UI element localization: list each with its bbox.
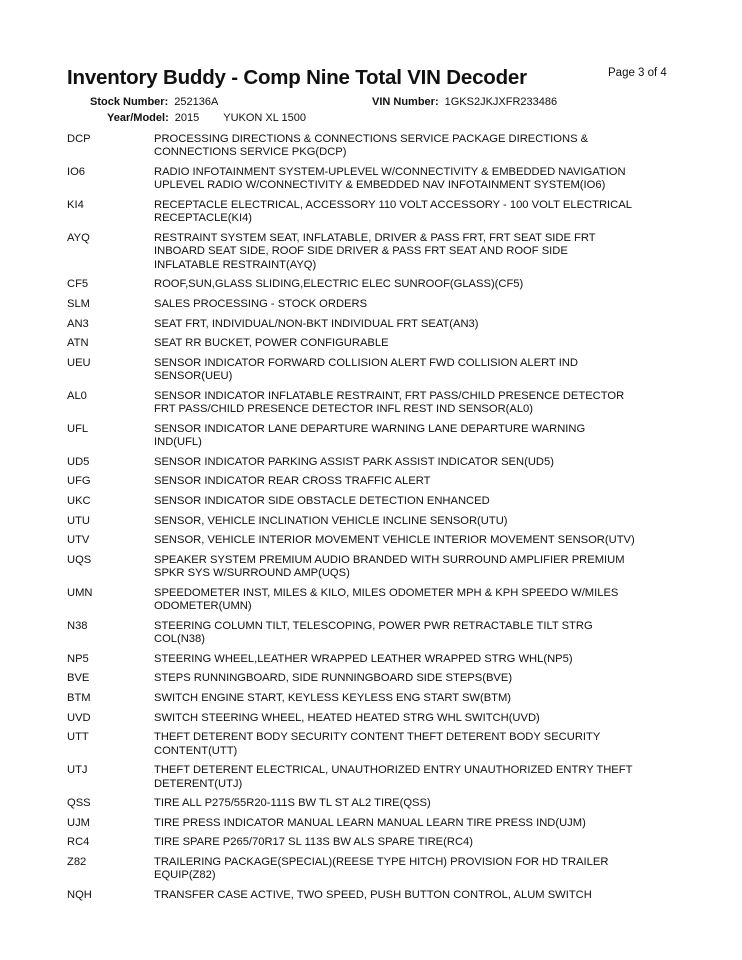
option-code: N38 (67, 619, 88, 632)
option-description: THEFT DETERENT BODY SECURITY CONTENT THEFT DETERENT BODY SECURITY CONTENT(UTT) (154, 731, 601, 757)
option-code: UJM (67, 816, 90, 829)
option-row (67, 554, 687, 581)
option-code: UMN (67, 586, 93, 599)
option-row (67, 133, 687, 160)
option-row (67, 298, 687, 311)
option-row (67, 357, 687, 384)
option-description: SENSOR INDICATOR PARKING ASSIST PARK ASSIST INDICATOR SEN(UD5) (154, 455, 554, 468)
option-code: BTM (67, 691, 91, 704)
vin-value: 1GKS2JKJXFR233486 (444, 96, 558, 108)
option-description: STEPS RUNNINGBOARD, SIDE RUNNINGBOARD SIDE STEPS(BVE) (154, 672, 513, 685)
option-description: SENSOR, VEHICLE INCLINATION VEHICLE INCLINE SENSOR(UTU) (154, 514, 508, 527)
option-description: SPEAKER SYSTEM PREMIUM AUDIO BRANDED WITH SURROUND AMPLIFIER PREMIUM SPKR SYS W/SURROUND AMP(UQS) (154, 553, 625, 580)
option-row (67, 515, 687, 528)
option-description: SEAT FRT, INDIVIDUAL/NON-BKT INDIVIDUAL FRT SEAT(AN3) (154, 317, 479, 330)
option-row (67, 390, 687, 417)
option-code: UTV (67, 534, 90, 547)
document-title: Inventory Buddy - Comp Nine Total VIN Decoder (67, 66, 527, 89)
year-model-label: Year/Model: (107, 112, 169, 124)
option-description: TIRE PRESS INDICATOR MANUAL LEARN MANUAL LEARN TIRE PRESS IND(UJM) (154, 816, 586, 829)
option-code: NP5 (67, 652, 89, 665)
option-description: STEERING COLUMN TILT, TELESCOPING, POWER PWR RETRACTABLE TILT STRG COL(N38) (154, 619, 593, 646)
option-description: SENSOR INDICATOR FORWARD COLLISION ALERT FWD COLLISION ALERT IND SENSOR(UEU) (154, 356, 578, 383)
option-row (67, 672, 687, 685)
option-row (67, 817, 687, 830)
option-code: UFL (67, 422, 89, 435)
option-description: TIRE ALL P275/55R20-111S BW TL ST AL2 TIRE(QSS) (154, 797, 431, 810)
option-code: RC4 (67, 836, 90, 849)
option-description: SEAT RR BUCKET, POWER CONFIGURABLE (154, 337, 389, 350)
option-description: SWITCH ENGINE START, KEYLESS KEYLESS ENG START SW(BTM) (154, 691, 512, 704)
option-description: STEERING WHEEL,LEATHER WRAPPED LEATHER WRAPPED STRG WHL(NP5) (154, 652, 573, 665)
option-description: RADIO INFOTAINMENT SYSTEM-UPLEVEL W/CONNECTIVITY & EMBEDDED NAVIGATION UPLEVEL RADIO W/CONNECTIVITY & EMBEDDED NAV INFOTAINMENT SYSTEM(IO6) (154, 166, 626, 192)
option-row (67, 731, 687, 758)
option-row (67, 318, 687, 331)
option-description: SALES PROCESSING - STOCK ORDERS (154, 298, 368, 310)
option-row (67, 836, 687, 849)
option-description: SPEEDOMETER INST, MILES & KILO, MILES ODOMETER MPH & KPH SPEEDO W/MILES ODOMETER(UMN) (154, 586, 619, 613)
option-code: UKC (67, 494, 91, 507)
stock-number-label: Stock Number: (90, 96, 169, 108)
year-value: 2015 (174, 112, 200, 124)
option-row (67, 337, 687, 350)
option-description: SENSOR INDICATOR REAR CROSS TRAFFIC ALERT (154, 475, 431, 488)
vin-line (372, 96, 557, 108)
option-description: ROOF,SUN,GLASS SLIDING,ELECTRIC ELEC SUNROOF(GLASS)(CF5) (154, 278, 524, 291)
option-row (67, 278, 687, 291)
option-code: BVE (67, 672, 90, 685)
option-row (67, 456, 687, 469)
option-row (67, 423, 687, 450)
option-description: RESTRAINT SYSTEM SEAT, INFLATABLE, DRIVER & PASS FRT, FRT SEAT SIDE FRT INBOARD SEAT SIDE, ROOF SIDE DRIVER & PASS FRT SEAT AND ROOF SIDE INFLATABLE RESTRAINT(AYQ) (154, 232, 596, 271)
option-code: NQH (67, 888, 92, 901)
option-description: TRANSFER CASE ACTIVE, TWO SPEED, PUSH BUTTON CONTROL, ALUM SWITCH (154, 888, 592, 901)
option-code: UD5 (67, 455, 90, 468)
option-description: THEFT DETERENT ELECTRICAL, UNAUTHORIZED ENTRY UNAUTHORIZED ENTRY THEFT DETERENT(UTJ) (154, 764, 633, 790)
option-code: AYQ (67, 232, 90, 244)
option-description: SENSOR INDICATOR LANE DEPARTURE WARNING LANE DEPARTURE WARNING IND(UFL) (154, 422, 586, 449)
option-code: SLM (67, 298, 91, 310)
option-code: IO6 (67, 166, 86, 178)
option-row (67, 534, 687, 547)
option-row (67, 764, 687, 791)
year-model-line (107, 112, 306, 124)
option-description: SWITCH STEERING WHEEL, HEATED HEATED STRG WHL SWITCH(UVD) (154, 711, 540, 724)
option-code: CF5 (67, 278, 89, 291)
option-code: AN3 (67, 317, 89, 330)
option-code: ATN (67, 337, 89, 350)
option-code: KI4 (67, 199, 84, 211)
option-code: UVD (67, 711, 91, 724)
option-code: DCP (67, 133, 91, 145)
option-code: UTU (67, 514, 90, 527)
option-code: UQS (67, 553, 92, 566)
vin-label: VIN Number: (372, 96, 439, 108)
option-row (67, 797, 687, 810)
option-description: SENSOR, VEHICLE INTERIOR MOVEMENT VEHICLE INTERIOR MOVEMENT SENSOR(UTV) (154, 534, 635, 547)
option-row (67, 889, 687, 902)
option-row (67, 232, 687, 272)
option-code: UFG (67, 475, 91, 488)
option-description: SENSOR INDICATOR INFLATABLE RESTRAINT, FRT PASS/CHILD PRESENCE DETECTOR FRT PASS/CHILD PRESENCE DETECTOR INFL REST IND SENSOR(AL0) (154, 389, 625, 416)
option-row (67, 692, 687, 705)
option-code: AL0 (67, 389, 87, 402)
option-code: UEU (67, 356, 91, 369)
stock-number-line (90, 96, 218, 108)
option-code: QSS (67, 797, 91, 810)
option-row (67, 587, 687, 614)
option-description: RECEPTACLE ELECTRICAL, ACCESSORY 110 VOLT ACCESSORY - 100 VOLT ELECTRICAL RECEPTACLE(KI4) (154, 199, 632, 225)
option-description: TRAILERING PACKAGE(SPECIAL)(REESE TYPE HITCH) PROVISION FOR HD TRAILER EQUIP(Z82) (154, 855, 609, 882)
page-number: Page 3 of 4 (608, 67, 667, 79)
option-description: TIRE SPARE P265/70R17 SL 113S BW ALS SPARE TIRE(RC4) (154, 836, 473, 849)
option-code: UTT (67, 731, 89, 744)
option-row (67, 166, 687, 193)
option-row (67, 712, 687, 725)
option-description: SENSOR INDICATOR SIDE OBSTACLE DETECTION ENHANCED (154, 494, 490, 507)
option-row (67, 653, 687, 666)
option-row (67, 620, 687, 647)
option-row (67, 475, 687, 488)
option-row (67, 856, 687, 883)
model-value: YUKON XL 1500 (223, 112, 306, 124)
option-row (67, 495, 687, 508)
option-description: PROCESSING DIRECTIONS & CONNECTIONS SERVICE PACKAGE DIRECTIONS & CONNECTIONS SERVICE PKG(DCP) (154, 133, 589, 159)
stock-number-value: 252136A (174, 96, 219, 108)
option-code: UTJ (67, 764, 88, 777)
option-code: Z82 (67, 855, 87, 868)
option-row (67, 199, 687, 226)
options-list (67, 133, 687, 909)
